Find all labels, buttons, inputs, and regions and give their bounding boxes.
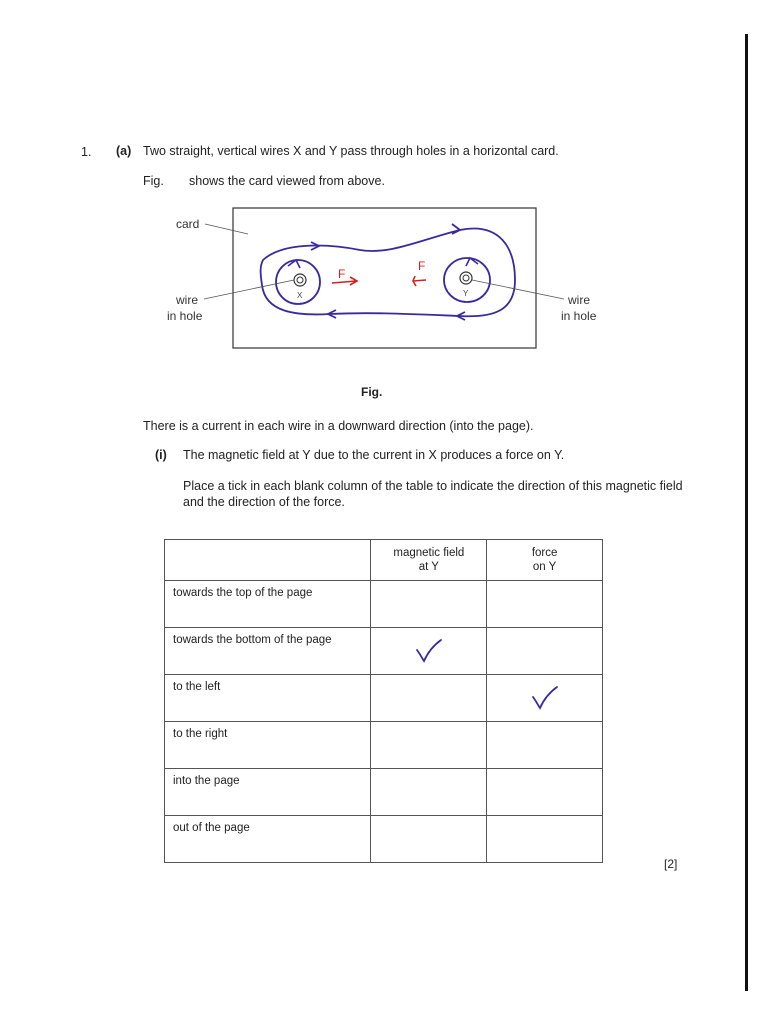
row-label: into the page: [165, 769, 371, 816]
field-cell[interactable]: [371, 675, 487, 722]
table-row: [165, 628, 603, 675]
row-label: towards the bottom of the page: [165, 628, 371, 675]
field-arrow-top-right: [452, 224, 460, 234]
wire-y-label: Y: [463, 289, 469, 298]
table-row: [165, 722, 603, 769]
instruction-text: Place a tick in each blank column of the table to indicate the direction of this magnetic field and the direction of the force.: [183, 479, 683, 509]
table-row: [165, 581, 603, 628]
wire-left-label-2: in hole: [167, 309, 203, 323]
wire-x-label: X: [297, 291, 303, 300]
card-diagram: [160, 200, 620, 360]
header-force-line1: force: [531, 547, 558, 559]
header-force-line2: on Y: [532, 561, 557, 573]
force-label-right: F: [418, 259, 426, 273]
header-magnetic-field-line1: magnetic field: [393, 547, 465, 559]
table-row: [165, 675, 603, 722]
tick-mark-icon: [530, 685, 560, 711]
header-magnetic-field-line2: at Y: [418, 561, 439, 573]
fig-ref-word: Fig.: [143, 174, 164, 188]
force-cell[interactable]: [487, 675, 603, 722]
wire-right-pointer: [472, 280, 564, 299]
question-intro: Two straight, vertical wires X and Y pass through holes in a horizontal card.: [143, 144, 559, 158]
table-row: [165, 816, 603, 863]
margin-rule: [745, 34, 748, 991]
field-cell[interactable]: [371, 722, 487, 769]
card-pointer: [205, 224, 248, 234]
row-label: to the right: [165, 722, 371, 769]
force-arrow-right: [413, 276, 426, 286]
field-cell[interactable]: [371, 816, 487, 863]
row-label: to the left: [165, 675, 371, 722]
force-cell[interactable]: [487, 769, 603, 816]
header-magnetic-field: [371, 540, 487, 581]
row-label: towards the top of the page: [165, 581, 371, 628]
force-cell[interactable]: [487, 581, 603, 628]
card-label: card: [176, 217, 200, 231]
table-header-row: [165, 540, 603, 581]
wire-right-label-1: wire: [568, 293, 591, 307]
figure-reference: [143, 173, 385, 189]
wire-y: [460, 272, 472, 284]
subpart-label: (i): [155, 448, 167, 462]
question-part: (a): [116, 144, 132, 158]
force-cell[interactable]: [487, 816, 603, 863]
force-cell[interactable]: [487, 722, 603, 769]
field-cell[interactable]: [371, 581, 487, 628]
header-force: [487, 540, 603, 581]
figure-caption: Fig.: [361, 385, 383, 399]
fig-ref-rest: shows the card viewed from above.: [189, 174, 385, 188]
row-label: out of the page: [165, 816, 371, 863]
force-label-left: F: [338, 267, 346, 281]
force-cell[interactable]: [487, 628, 603, 675]
field-cell[interactable]: [371, 628, 487, 675]
tick-mark-icon: [414, 638, 444, 664]
subpart-text: The magnetic field at Y due to the current in X produces a force on Y.: [183, 448, 565, 462]
marks-allocation: [2]: [664, 857, 678, 871]
header-blank: [165, 540, 371, 581]
question-number: 1.: [81, 145, 92, 159]
wire-right-label-2: in hole: [561, 309, 597, 323]
table-row: [165, 769, 603, 816]
wire-x: [294, 274, 306, 286]
current-statement: There is a current in each wire in a downward direction (into the page).: [143, 419, 534, 433]
answer-table: [164, 539, 603, 863]
wire-left-label-1: wire: [176, 293, 199, 307]
field-cell[interactable]: [371, 769, 487, 816]
